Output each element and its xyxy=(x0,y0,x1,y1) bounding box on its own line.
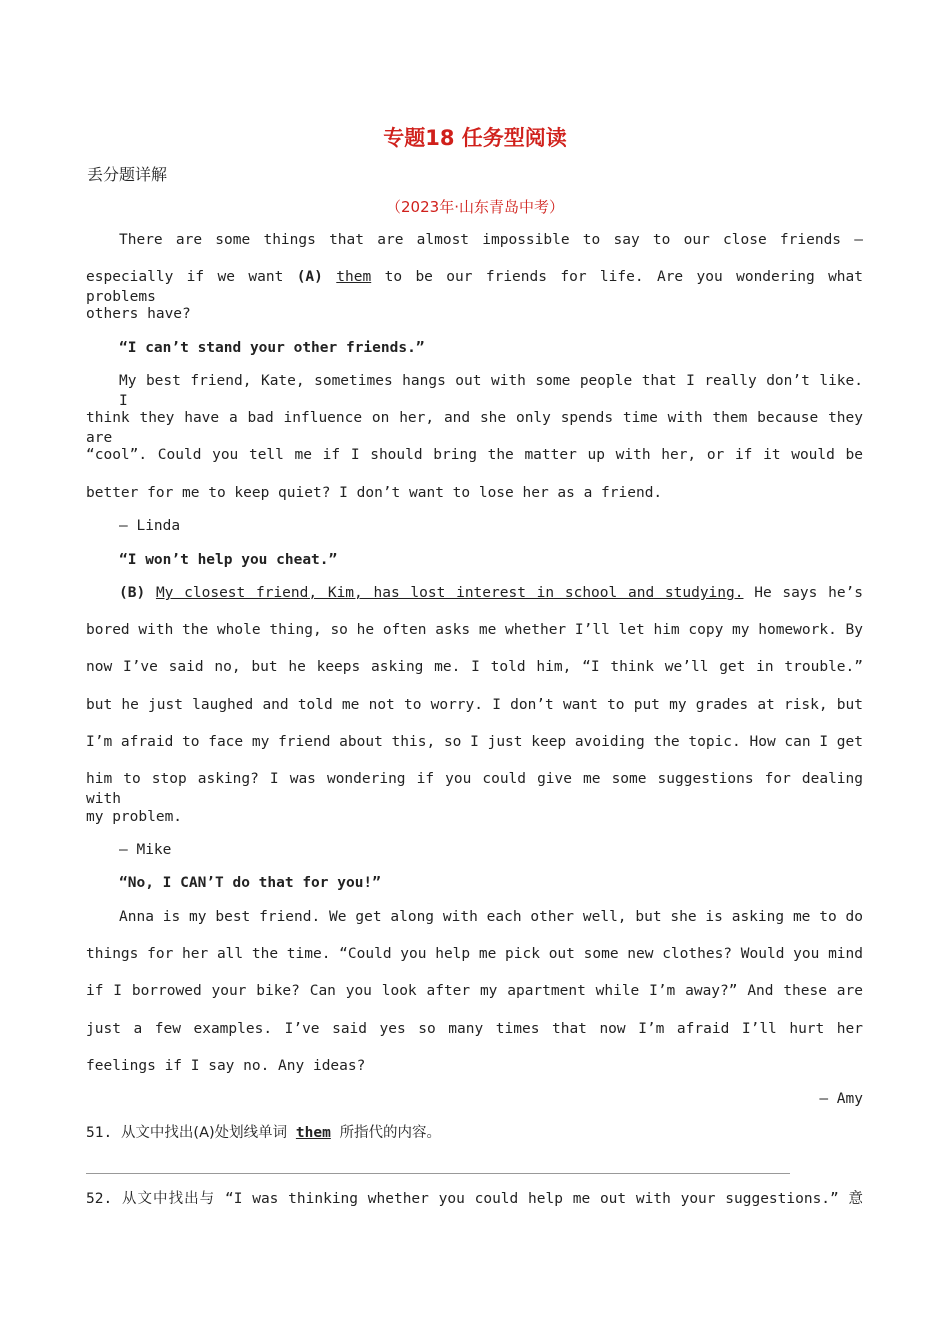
intro-line-3: others have? xyxy=(86,306,191,322)
letter2-line-3: now I’ve said no, but he keeps asking me. I told him, “I think we’ll get in trouble.” xyxy=(86,659,863,675)
letter1-line-4: better for me to keep quiet? I don’t want to lose her as a friend. xyxy=(86,485,663,501)
exam-source: （2023年·山东青岛中考） xyxy=(386,198,564,216)
intro-line-1: There are some things that are almost impossible to say to our close friends — xyxy=(119,232,863,248)
letter1-line-1: My best friend, Kate, sometimes hangs out with some people that I really don’t like. I xyxy=(119,373,863,409)
letter2-line-7: my problem. xyxy=(86,809,183,825)
letter3-line-3: if I borrowed your bike? Can you look after my apartment while I’m away?” And these are xyxy=(86,983,863,999)
answer-line-51[interactable] xyxy=(86,1173,790,1174)
letter2-signature: — Mike xyxy=(119,842,172,858)
letter-heading-3: “No, I CAN’T do that for you!” xyxy=(119,875,381,891)
letter-heading-2: “I won’t help you cheat.” xyxy=(119,552,338,568)
underlined-sentence-b: My closest friend, Kim, has lost interest in school and studying. xyxy=(155,585,744,601)
letter3-signature: — Amy xyxy=(819,1091,863,1107)
letter3-line-1: Anna is my best friend. We get along with each other well, but she is asking me to do xyxy=(119,909,863,925)
question-51: 51. 从文中找出(A)处划线单词 them 所指代的内容。 xyxy=(86,1125,442,1141)
letter2-line-1: (B) My closest friend, Kim, has lost interest in school and studying. He says he’s xyxy=(119,585,864,601)
underlined-them: them xyxy=(336,269,372,285)
letter2-line-4: but he just laughed and told me not to worry. I don’t want to put my grades at risk, but xyxy=(86,697,863,713)
letter2-line-5: I’m afraid to face my friend about this, so I just keep avoiding the topic. How can I get xyxy=(86,734,863,750)
marker-a: (A) xyxy=(296,269,323,285)
question-51-word: them xyxy=(295,1125,331,1141)
letter1-signature: — Linda xyxy=(119,518,181,534)
letter2-line-2: bored with the whole thing, so he often asks me whether I’ll let him copy my homework. By xyxy=(86,622,863,638)
page-title: 专题18 任务型阅读 xyxy=(383,126,567,150)
letter3-line-2: things for her all the time. “Could you help me pick out some new clothes? Would you mind xyxy=(86,946,863,962)
letter3-line-4: just a few examples. I’ve said yes so many times that now I’m afraid I’ll hurt her xyxy=(86,1021,863,1037)
letter2-line-6: him to stop asking? I was wondering if you could give me some suggestions for dealing with xyxy=(86,771,863,807)
letter1-line-2: think they have a bad influence on her, and she only spends time with them because they are xyxy=(86,410,863,446)
letter-heading-1: “I can’t stand your other friends.” xyxy=(119,340,425,356)
letter1-line-3: “cool”. Could you tell me if I should bring the matter up with her, or if it would be xyxy=(86,447,863,463)
intro-line-2: especially if we want (A) them to be our friends for life. Are you wondering what problems xyxy=(86,269,863,305)
question-52: 52. 从文中找出与 “I was thinking whether you could help me out with your suggestions.” 意 xyxy=(86,1191,864,1207)
section-subtitle: 丢分题详解 xyxy=(87,165,168,184)
letter3-line-5: feelings if I say no. Any ideas? xyxy=(86,1058,366,1074)
marker-b: (B) xyxy=(119,585,146,601)
